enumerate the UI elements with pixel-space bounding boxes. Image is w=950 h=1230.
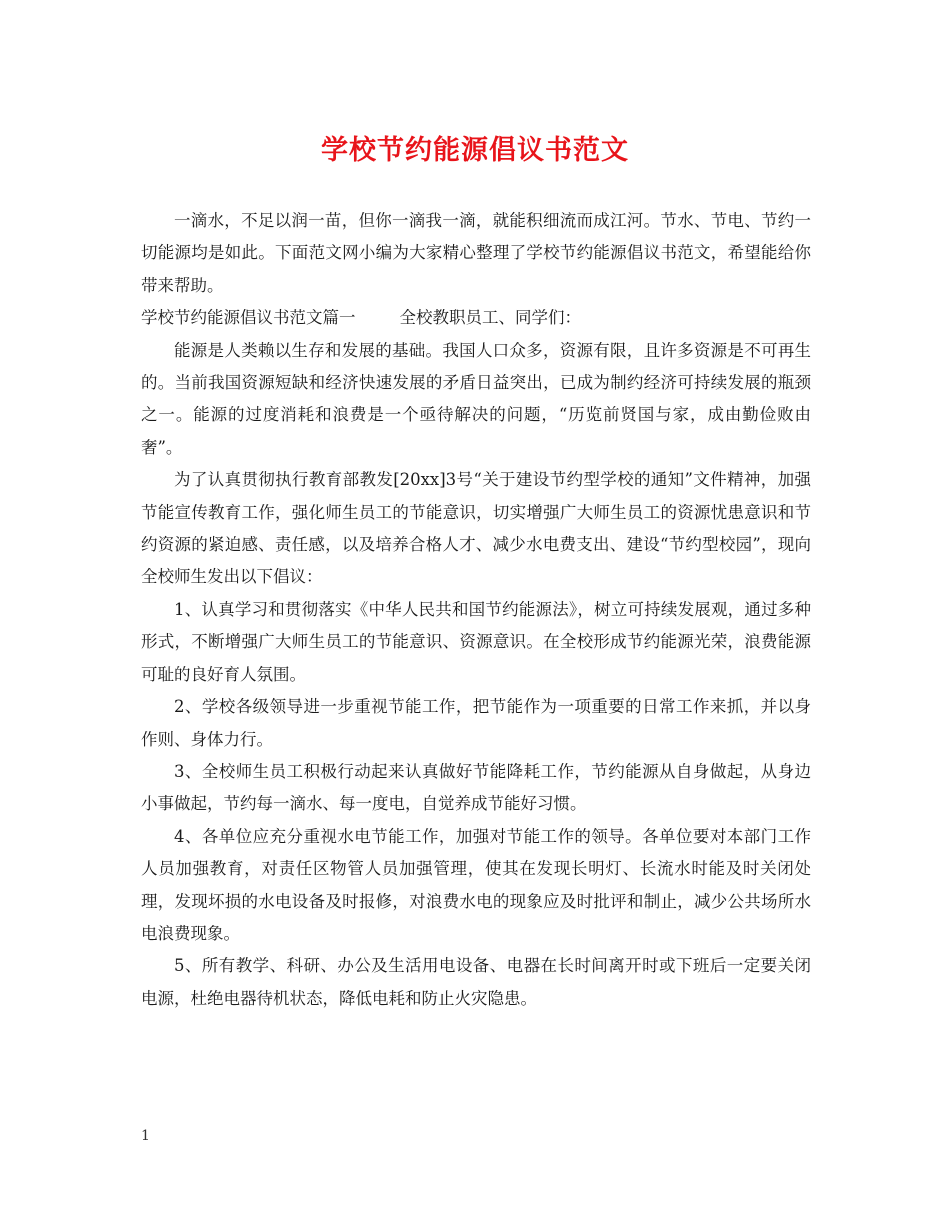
section-heading-line [141, 302, 811, 334]
section-heading: 学校节约能源倡议书范文篇一 [141, 308, 356, 328]
body-paragraph: 能源是人类赖以生存和发展的基础。我国人口众多，资源有限，且许多资源是不可再生的。当前我国资源短缺和经济快速发展的矛盾日益突出，已成为制约经济可持续发展的瓶颈之一。能源的过度消耗和浪费是一个亟待解决的问题，“历览前贤国与家，成由勤俭败由奢”。 [141, 340, 811, 457]
proposal-item-5: 5、所有教学、科研、办公及生活用电设备、电器在长时间离开时或下班后一定要关闭电源，杜绝电器待机状态，降低电耗和防止火灾隐患。 [141, 956, 811, 1008]
document-body [141, 205, 811, 1015]
intro-paragraph: 一滴水，不足以润一苗，但你一滴我一滴，就能积细流而成江河。节水、节电、节约一切能源均是如此。下面范文网小编为大家精心整理了学校节约能源倡议书范文，希望能给你带来帮助。 [141, 211, 811, 295]
proposal-item-1: 1、认真学习和贯彻落实《中华人民共和国节约能源法》，树立可持续发展观，通过多种形式，不断增强广大师生员工的节能意识、资源意识。在全校形成节约能源光荣，浪费能源可耻的良好育人氛围。 [141, 599, 811, 684]
document-title: 学校节约能源倡议书范文 [321, 135, 629, 166]
proposal-item-2: 2、学校各级领导进一步重视节能工作，把节能作为一项重要的日常工作来抓，并以身作则、身体力行。 [141, 697, 811, 749]
proposal-item-4: 4、各单位应充分重视水电节能工作，加强对节能工作的领导。各单位要对本部门工作人员加强教育，对责任区物管人员加强管理，使其在发现长明灯、长流水时能及时关闭处理，发现坏损的水电设备及时报修，对浪费水电的现象应及时批评和制止，减少公共场所水电浪费现象。 [141, 826, 811, 943]
salutation: 全校教职员工、同学们： [399, 308, 581, 328]
proposal-item-3: 3、全校师生员工积极行动起来认真做好节能降耗工作，节约能源从自身做起，从身边小事做起，节约每一滴水、每一度电，自觉养成节能好习惯。 [141, 761, 811, 814]
page-number: 1 [141, 1128, 150, 1144]
body-paragraph: 为了认真贯彻执行教育部教发[20xx]3号“关于建设节约型学校的通知”文件精神，加强节能宣传教育工作，强化师生员工的节能意识，切实增强广大师生员工的资源忧患意识和节约资源的紧迫感、责任感，以及培养合格人才、减少水电费支出、建设“节约型校园”，现向全校师生发出以下倡议： [141, 470, 811, 587]
